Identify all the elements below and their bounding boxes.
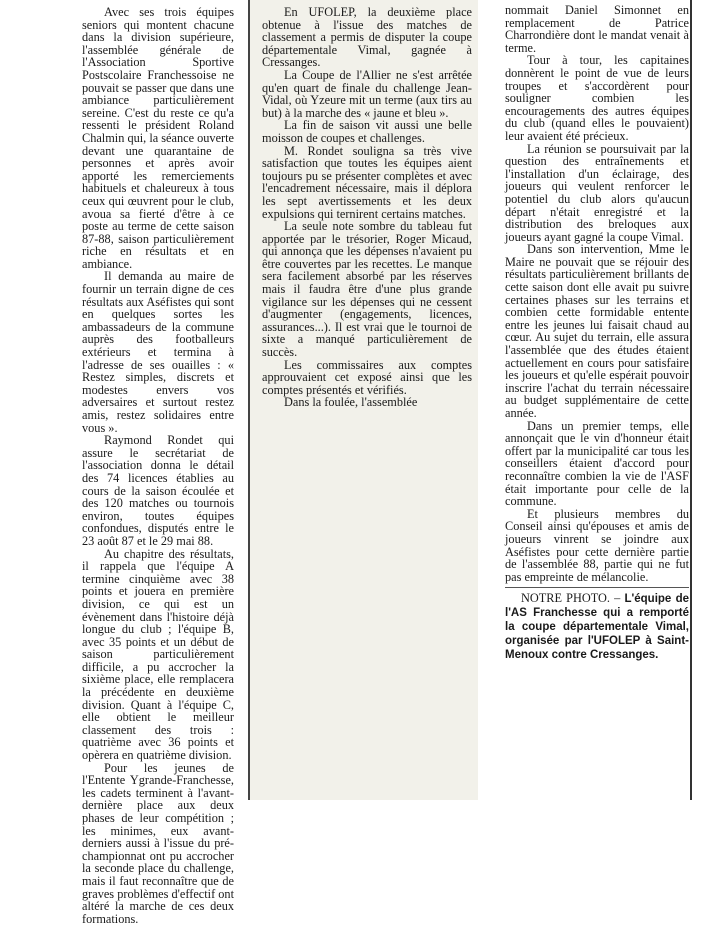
article-column-3 xyxy=(505,4,689,804)
article-column-1 xyxy=(82,5,234,926)
paragraph: nommait Daniel Simonnet en remplacement de Patrice Charrondière dont le mandat venait à terme. xyxy=(505,3,689,55)
paragraph: La seule note sombre du tableau fut apportée par le trésorier, Roger Micaud, qui annonça que les dépenses n'avaient pu être couvertes par les recettes. Le manque sera facilement absorbé par les réserves mais il faudra être d'une plus grande vigilance sur les dépenses qui ne cessent d'augmenter (engagements, licences, assurances...). Il est vrai que le tournoi de sixte a manqué particulièrement de succès. xyxy=(262,219,472,360)
paragraph: La fin de saison vit aussi une belle moisson de coupes et challenges. xyxy=(262,118,472,145)
paragraph: Avec ses trois équipes seniors qui montent chacune dans la division supérieure, l'assemblée générale de l'Association Sportive Postscolaire Franchessoise ne pouvait se passer que dans une ambiance particulièrement sereine. C'est du reste ce qu'a ressenti le président Roland Chalmin qui, la séance ouverte devant une quarantaine de personnes et après avoir apporté les remerciements habituels et chaleureux à tous ceux qui œuvrent pour le club, avoua sa fierté d'être à ce poste au terme de cette saison 87-88, saison particulièrement riche en résultats et en ambiance. xyxy=(82,5,234,271)
paragraph: M. Rondet souligna sa très vive satisfaction que toutes les équipes aient toujours pu se présenter complètes et avec l'encadrement nécessaire, mais il déplora les sept avertissements et les deux expulsions qui ternirent certains matches. xyxy=(262,143,472,221)
paragraph: Au chapitre des résultats, il rappela que l'équipe A termine cinquième avec 38 points et jouera en première division, ce qui est un évènement dans l'histoire déjà longue du club ; l'équipe B, avec 35 points et un début de saison particulièrement difficile, a pu accrocher la sixième place, elle remplacera la précédente en deuxième division. Quant à l'équipe C, elle obtient le meilleur classement des trois : quatrième avec 36 points et opèrera en quatrième division. xyxy=(82,546,234,763)
paragraph: Et plusieurs membres du Conseil ainsi qu'épouses et amis de joueurs vinrent se joindre aux Aséfistes pour cette dernière partie de l'assemblée 88, partie qui ne fut pas empreinte de mélancolie. xyxy=(505,506,689,584)
paragraph: La réunion se poursuivait par la question des entraînements et l'installation d'un éclairage, des joueurs qui veulent renforcer le potentiel du club alors qu'aucun départ n'était enregistré et la distribution des breloques aux joueurs ayant gagné la coupe Vimal. xyxy=(505,141,689,244)
paragraph: Pour les jeunes de l'Entente Ygrande-Franchesse, les cadets terminent à l'avant-dernière place aux deux phases de leur compétition ; les minimes, eux avant-derniers aussi à l'issue du pré-championnat ont pu accrocher la seconde place du challenge, mais il faut reconnaître que de graves problèmes d'effectif ont altéré la marche de ces deux formations. xyxy=(82,760,234,926)
paragraph: Il demanda au maire de fournir un terrain digne de ces résultats aux Aséfistes qui sont en quelques sortes les ambassadeurs de la commune auprès des footballeurs extérieurs et termina à l'adresse de ses ouailles : « Restez simples, discrets et modestes envers vos adversaires et surtout restez amis, restez solidaires entre vous ». xyxy=(82,269,234,435)
caption-lead: NOTRE PHOTO. – xyxy=(521,591,621,606)
column-rule xyxy=(690,0,692,800)
paragraph: Dans un premier temps, elle annonçait que le vin d'honneur était offert par la municipalité car tous les conseillers étaient d'accord pour reconnaître combien la vie de l'ASF était importante pour celle de la commune. xyxy=(505,418,689,509)
paragraph: Les commissaires aux comptes approuvaient cet exposé ainsi que les comptes présentés et vérifiés. xyxy=(262,357,472,397)
paragraph: Dans la foulée, l'assemblée xyxy=(284,395,418,410)
paragraph: Tour à tour, les capitaines donnèrent le point de vue de leurs troupes et s'accordèrent pour souligner combien les encouragements des autres équipes du club (quand elles le pouvaient) leur avaient été précieux. xyxy=(505,53,689,143)
paragraph: Raymond Rondet qui assure le secrétariat de l'association donna le détail des 74 licences établies au cours de la saison écoulée et des 120 matches ou tournois environ, toutes équipes confondues, disputés entre le 23 août 87 et le 29 mai 88. xyxy=(82,433,234,548)
photo-caption xyxy=(505,587,689,662)
paragraph: En UFOLEP, la deuxième place obtenue à l'issue des matches de classement a permis de disputer la coupe départementale Vimal, gagnée à Cressanges. xyxy=(262,5,472,70)
paragraph: La Coupe de l'Allier ne s'est arrêtée qu'en quart de finale du challenge Jean-Vidal, où Yzeure mit un terme (aux tirs au but) à la marche des « jaune et bleu ». xyxy=(262,67,472,120)
article-column-2 xyxy=(248,0,478,800)
paragraph: Dans son intervention, Mme le Maire ne pouvait que se réjouir des résultats particulièrement brillants de cette saison dont elle avait pu suivre certaines phases sur les terrains et combien cette formidable entente entre les jeunes lui faisait chaud au cœur. Au sujet du terrain, elle assura l'assemblée que des études étaient actuellement en cours pour satisfaire les joueurs et qu'elle espérait pouvoir inscrire l'achat du terrain nécessaire au budget supplémentaire de cette année. xyxy=(505,242,689,420)
caption-text: L'équipe de l'AS Franchesse qui a remporté la coupe départementale Vimal, organisée par l'UFOLEP à Saint-Menoux contre Cressanges. xyxy=(505,593,690,662)
